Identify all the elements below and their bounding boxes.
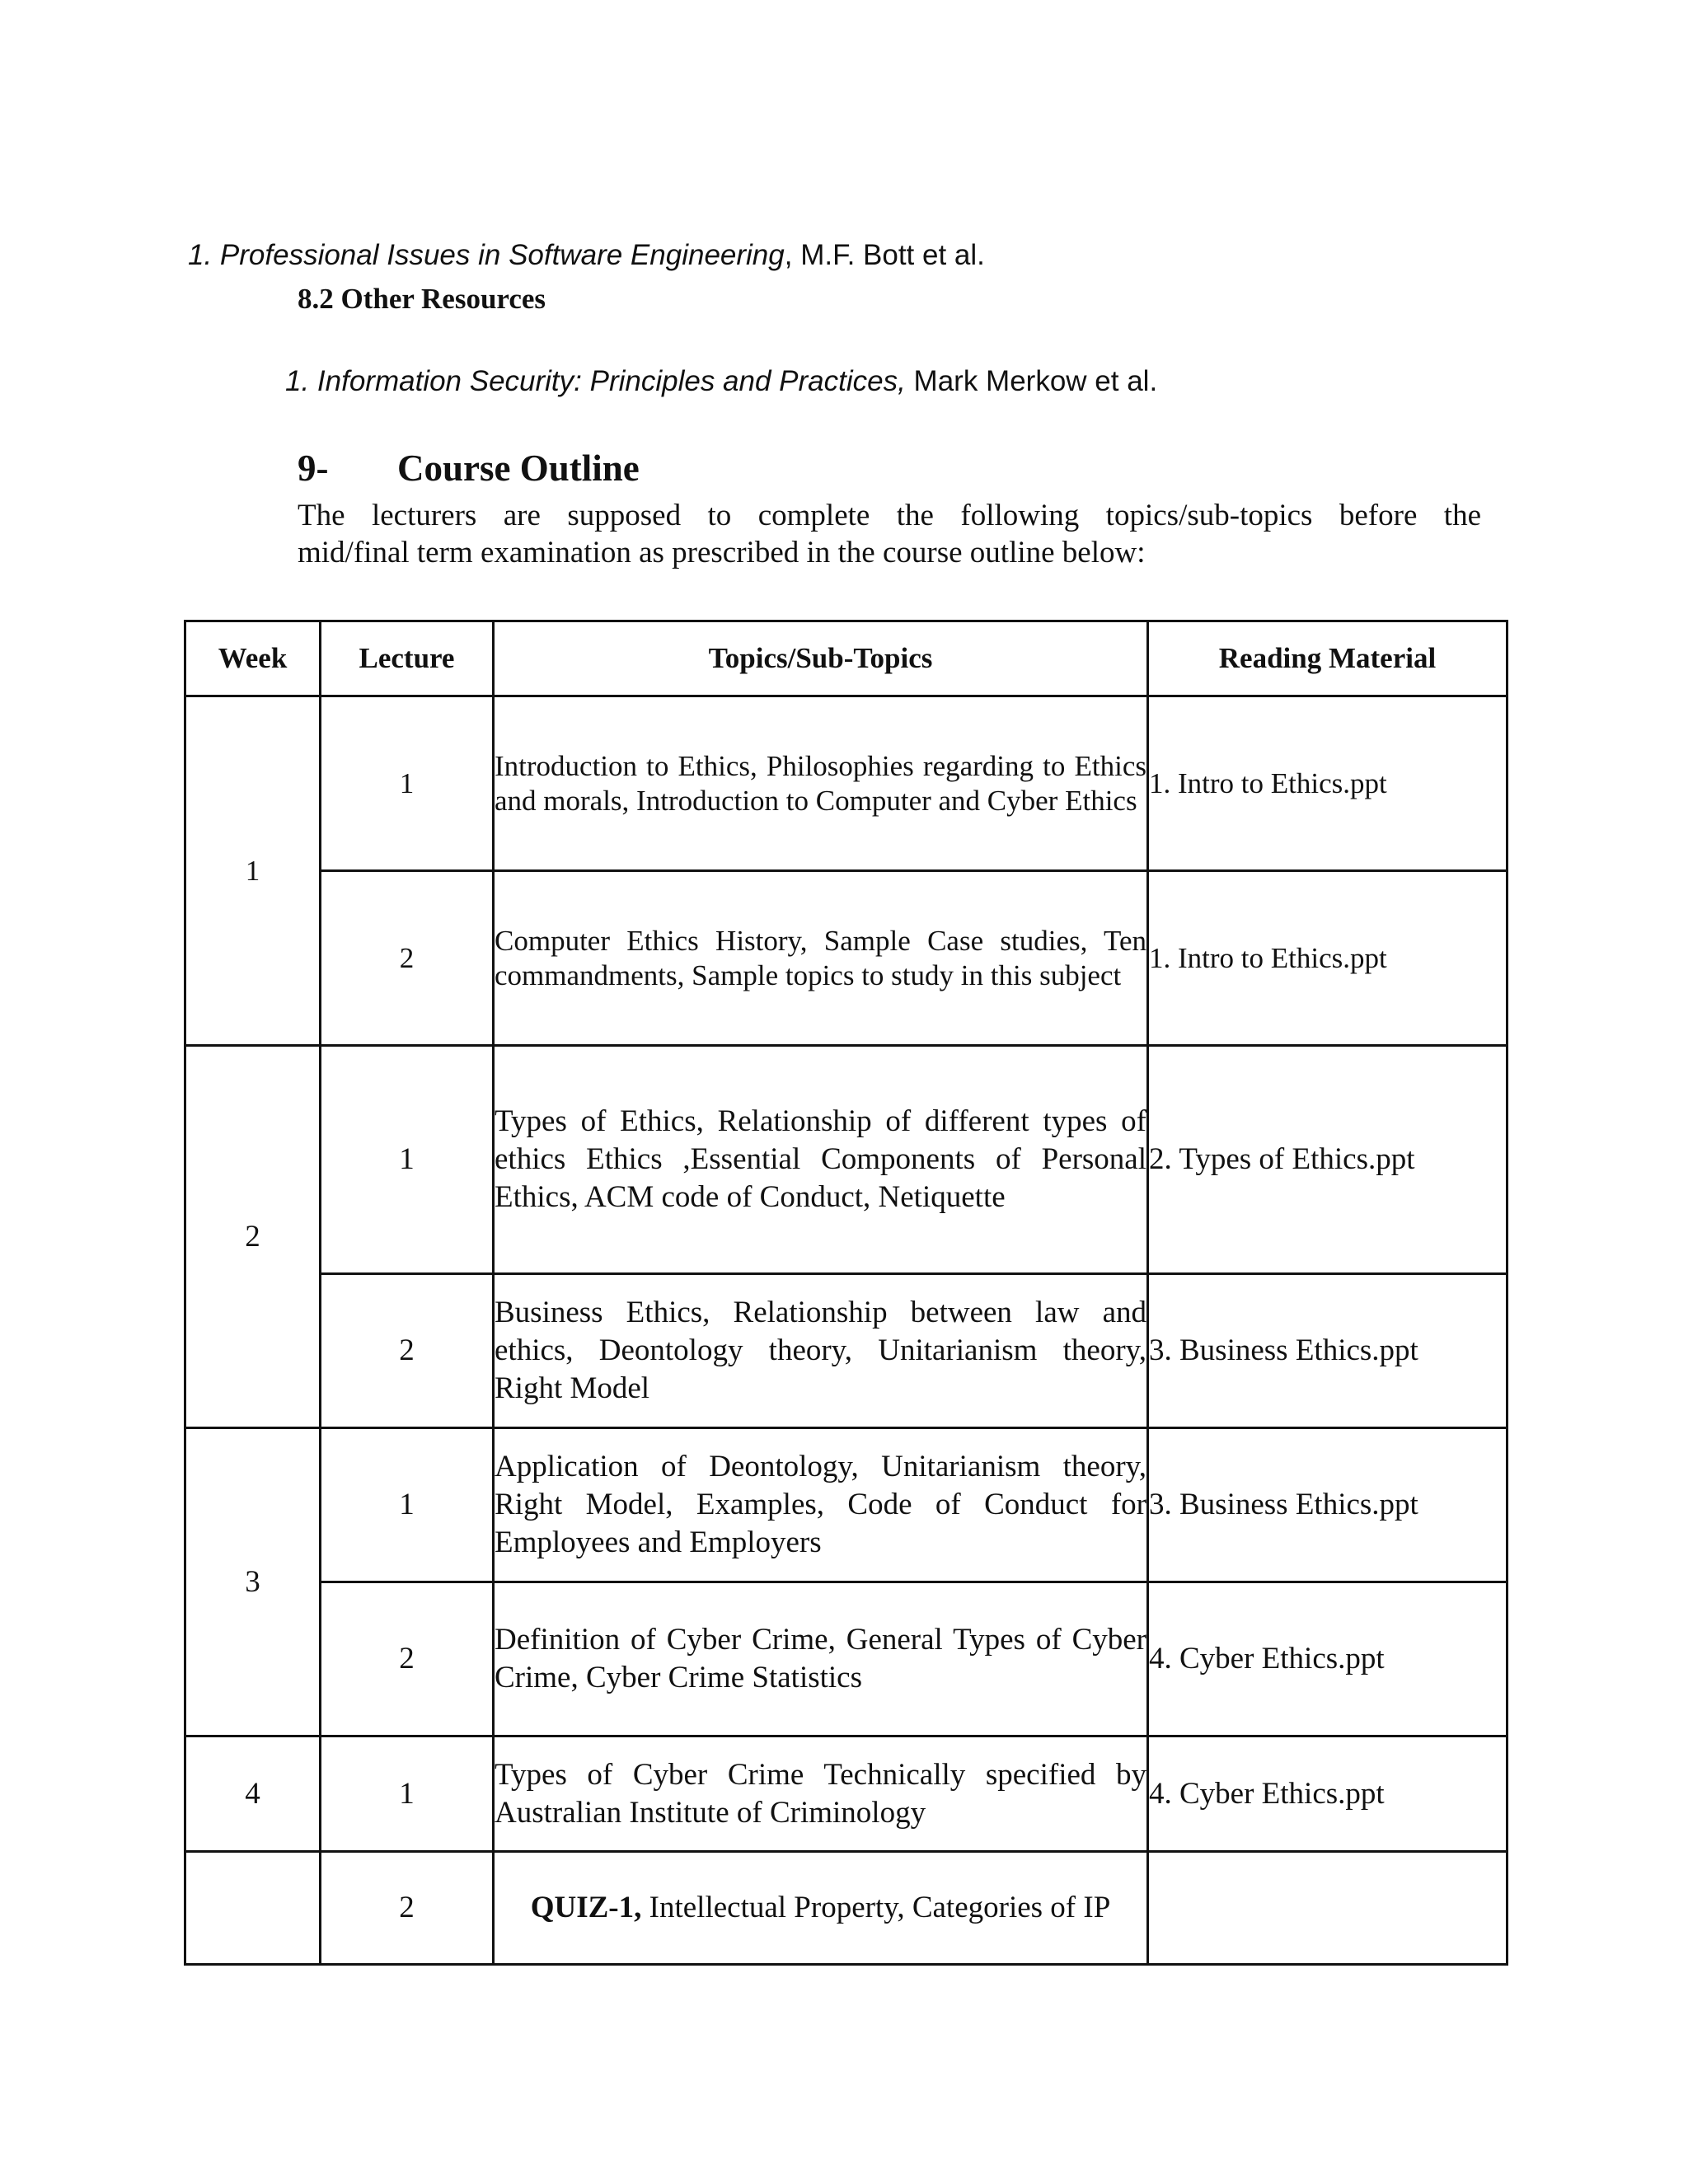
material-cell: 4. Cyber Ethics.ppt: [1148, 1736, 1507, 1852]
table-row: [185, 871, 1507, 1046]
lecture-cell: 2: [321, 871, 494, 1046]
header-topics: Topics/Sub-Topics: [494, 621, 1148, 696]
material-cell: 1. Intro to Ethics.ppt: [1148, 696, 1507, 871]
topic-cell: Types of Cyber Crime Technically specified by Australian Institute of Criminology: [494, 1736, 1148, 1852]
reference-title: 1. Information Security: Principles and Practices,: [285, 365, 906, 397]
lecture-cell: 1: [321, 1428, 494, 1582]
header-week: Week: [185, 621, 321, 696]
topic-cell: Application of Deontology, Unitarianism theory, Right Model, Examples, Code of Conduct for Employees and Employers: [494, 1428, 1148, 1582]
table-row: [185, 1852, 1507, 1965]
week-cell: 3: [185, 1428, 321, 1736]
other-resources-heading: 8.2 Other Resources: [298, 283, 546, 315]
material-cell: 3. Business Ethics.ppt: [1148, 1428, 1507, 1582]
topic-text: Intellectual Property, Categories of IP: [641, 1891, 1111, 1924]
topic-cell: Introduction to Ethics, Philosophies regarding to Ethics and morals, Introduction to Computer and Cyber Ethics: [494, 696, 1148, 871]
week-cell: 2: [185, 1046, 321, 1428]
table-row: [185, 1046, 1507, 1274]
material-cell: 3. Business Ethics.ppt: [1148, 1274, 1507, 1428]
material-cell: [1148, 1852, 1507, 1965]
section-intro: [298, 497, 1481, 571]
topic-cell: Computer Ethics History, Sample Case studies, Ten commandments, Sample topics to study in this subject: [494, 871, 1148, 1046]
week-cell: 4: [185, 1736, 321, 1852]
topic-cell: Definition of Cyber Crime, General Types of Cyber Crime, Cyber Crime Statistics: [494, 1582, 1148, 1736]
lecture-cell: 1: [321, 696, 494, 871]
intro-line-2: mid/final term examination as prescribed in the course outline below:: [298, 536, 1146, 569]
course-outline-table: [184, 620, 1508, 1966]
table-row: [185, 1274, 1507, 1428]
topic-cell: Business Ethics, Relationship between law and ethics, Deontology theory, Unitarianism theory, Right Model: [494, 1274, 1148, 1428]
header-reading-material: Reading Material: [1148, 621, 1507, 696]
lecture-cell: 2: [321, 1852, 494, 1965]
reference-item-1: [188, 239, 985, 272]
quiz-label: QUIZ-1,: [530, 1891, 642, 1924]
reference-author: , M.F. Bott et al.: [784, 239, 985, 271]
reference-author: Mark Merkow et al.: [905, 365, 1158, 397]
intro-line-1: The lecturers are supposed to complete the following topics/sub-topics before the: [298, 499, 1481, 532]
week-cell: [185, 1852, 321, 1965]
lecture-cell: 1: [321, 1736, 494, 1852]
material-cell: 4. Cyber Ethics.ppt: [1148, 1582, 1507, 1736]
table-row: [185, 696, 1507, 871]
table-row: [185, 1428, 1507, 1582]
material-cell: 2. Types of Ethics.ppt: [1148, 1046, 1507, 1274]
topic-cell: Types of Ethics, Relationship of different types of ethics Ethics ,Essential Components of Personal Ethics, ACM code of Conduct, Netiquette: [494, 1046, 1148, 1274]
table-row: [185, 1736, 1507, 1852]
week-cell: 1: [185, 696, 321, 1046]
table-header-row: [185, 621, 1507, 696]
lecture-cell: 2: [321, 1582, 494, 1736]
table-row: [185, 1582, 1507, 1736]
reference-item-2: [285, 365, 1157, 398]
lecture-cell: 1: [321, 1046, 494, 1274]
section-title: Course Outline: [397, 448, 640, 489]
section-number: 9-: [298, 448, 329, 489]
material-cell: 1. Intro to Ethics.ppt: [1148, 871, 1507, 1046]
reference-title: 1. Professional Issues in Software Engineering: [188, 239, 785, 271]
header-lecture: Lecture: [321, 621, 494, 696]
lecture-cell: 2: [321, 1274, 494, 1428]
topic-cell: [494, 1852, 1148, 1965]
